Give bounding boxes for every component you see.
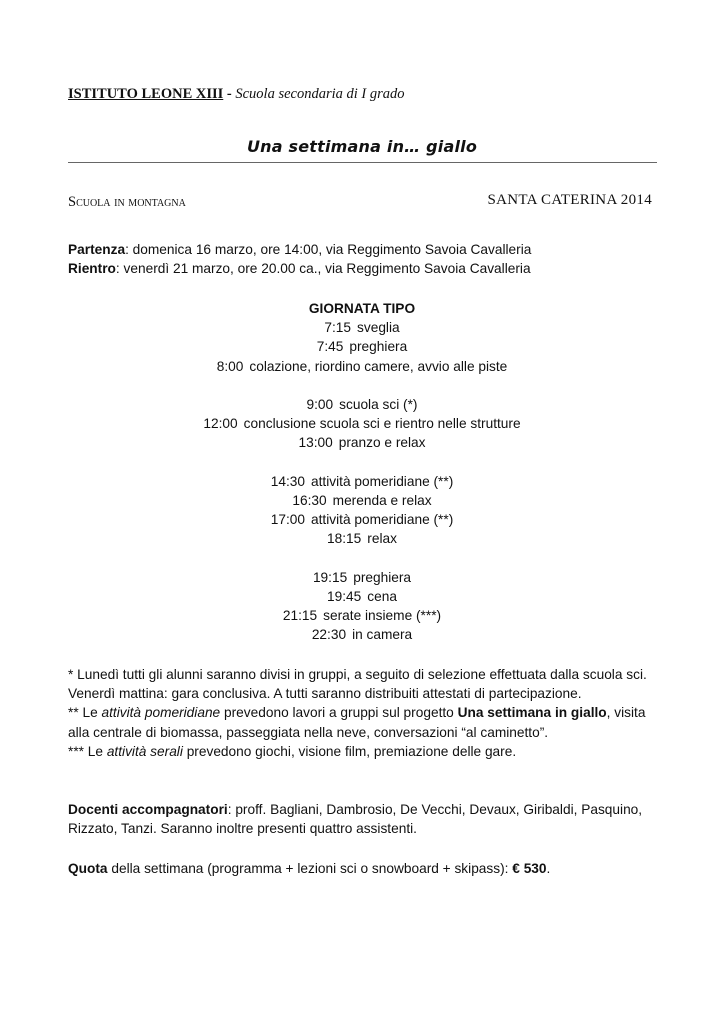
schedule-time: 9:00: [306, 397, 334, 412]
quota-paragraph: [68, 859, 668, 878]
schedule-time: 17:00: [270, 512, 305, 528]
schedule-time: 18:15: [327, 531, 362, 547]
return-label: Rientro: [68, 261, 116, 276]
schedule-time: 21:15: [282, 608, 318, 624]
school-level: Scuola secondaria di I grado: [235, 86, 405, 102]
schedule-row: [0, 472, 724, 491]
schedule-row: [0, 318, 724, 337]
schedule-activity: merenda e relax: [332, 493, 432, 508]
schedule-time: 8:00: [216, 358, 244, 374]
location-year: SANTA CATERINA 2014: [487, 192, 652, 208]
note-ski-groups: * Lunedì tutti gli alunni saranno divisi in gruppi, a seguito di selezione effettuata dalla scuola sci. Venerdì mattina: gara conclusiva. A tutti saranno distribuiti attestati di partecipazione.: [68, 667, 647, 702]
document-header: [68, 86, 405, 103]
quota-text: della settimana (programma + lezioni sci o snowboard + skipass):: [107, 861, 513, 876]
note-afternoon-activities: [68, 703, 668, 741]
schedule-row: [0, 414, 724, 433]
schedule-row: [0, 337, 724, 356]
schedule-heading: GIORNATA TIPO: [308, 301, 416, 316]
document-title: Una settimana in… giallo: [246, 137, 478, 156]
schedule-activity: sveglia: [357, 320, 400, 336]
teachers-text: : proff. Bagliani, Dambrosio, De Vecchi, Devaux, Giribaldi, Pasquino, Rizzato, Tanzi. Saranno inoltre presenti quattro assistenti.: [68, 802, 643, 837]
schedule-row: [0, 587, 724, 606]
note-evening-activities: [68, 742, 668, 761]
schedule-row: [0, 395, 724, 414]
departure-label: Partenza: [68, 242, 126, 257]
trip-details: [68, 240, 531, 278]
daily-schedule: [0, 299, 724, 645]
schedule-time: 16:30: [292, 493, 327, 508]
schedule-activity: in camera: [352, 627, 413, 643]
note3-prefix: *** Le: [68, 743, 107, 759]
schedule-time: 7:45: [316, 339, 344, 355]
schedule-activity: conclusione scuola sci e rientro nelle strutture: [243, 416, 521, 432]
schedule-row: [0, 568, 724, 587]
schedule-activity: cena: [367, 589, 397, 604]
schedule-activity: attività pomeridiane (**): [311, 512, 454, 528]
note2-mid: prevedono lavori a gruppi sul progetto: [220, 705, 458, 721]
schedule-row: [0, 433, 724, 452]
program-name: Scuola in montagna: [68, 194, 186, 210]
schedule-time: 13:00: [298, 435, 333, 451]
return-line: [68, 259, 531, 278]
departure-text: : domenica 16 marzo, ore 14:00, via Reggimento Savoia Cavalleria: [125, 242, 532, 257]
note2-suffix: , visita alla centrale di biomassa, passeggiata nella neve, conversazioni “al caminetto”.: [68, 705, 646, 740]
note3-suffix: prevedono giochi, visione film, premiazione delle gare.: [182, 743, 517, 759]
teachers-label: Docenti accompagnatori: [68, 802, 228, 817]
schedule-activity: serate insieme (***): [323, 608, 442, 624]
schedule-row: [0, 357, 724, 376]
schedule-spacer: [0, 453, 724, 472]
note2-prefix: ** Le: [68, 705, 102, 721]
schedule-row: [0, 606, 724, 625]
schedule-activity: relax: [367, 531, 397, 547]
schedule-time: 19:45: [327, 589, 362, 604]
quota-price: € 530: [512, 861, 547, 876]
departure-line: [68, 240, 531, 259]
quota-end: .: [546, 861, 551, 876]
notes-section: [68, 665, 668, 761]
schedule-row: [0, 491, 724, 510]
schedule-row: [0, 625, 724, 644]
return-text: : venerdì 21 marzo, ore 20.00 ca., via Reggimento Savoia Cavalleria: [115, 261, 531, 276]
schedule-activity: pranzo e relax: [338, 435, 426, 451]
schedule-time: 22:30: [311, 627, 347, 643]
title-divider: [68, 162, 657, 163]
schedule-activity: attività pomeridiane (**): [311, 473, 454, 489]
schedule-activity: preghiera: [349, 339, 408, 355]
schedule-activity: preghiera: [353, 569, 412, 585]
schedule-spacer: [0, 376, 724, 395]
schedule-time: 7:15: [324, 320, 352, 336]
project-name: Una settimana in giallo: [457, 705, 607, 721]
schedule-time: 14:30: [270, 473, 305, 489]
schedule-row: [0, 510, 724, 529]
teachers-paragraph: [68, 800, 668, 838]
schedule-activity: scuola sci (*): [339, 397, 418, 412]
note2-italic: attività pomeridiane: [101, 705, 221, 721]
schedule-time: 12:00: [203, 416, 238, 432]
header-separator: -: [223, 86, 236, 102]
schedule-time: 19:15: [312, 569, 348, 585]
schedule-row: [0, 529, 724, 548]
note3-italic: attività serali: [106, 743, 183, 759]
quota-label: Quota: [68, 861, 108, 876]
schedule-activity: colazione, riordino camere, avvio alle piste: [249, 358, 508, 374]
schedule-spacer: [0, 549, 724, 568]
institute-name: ISTITUTO LEONE XIII: [68, 86, 224, 102]
